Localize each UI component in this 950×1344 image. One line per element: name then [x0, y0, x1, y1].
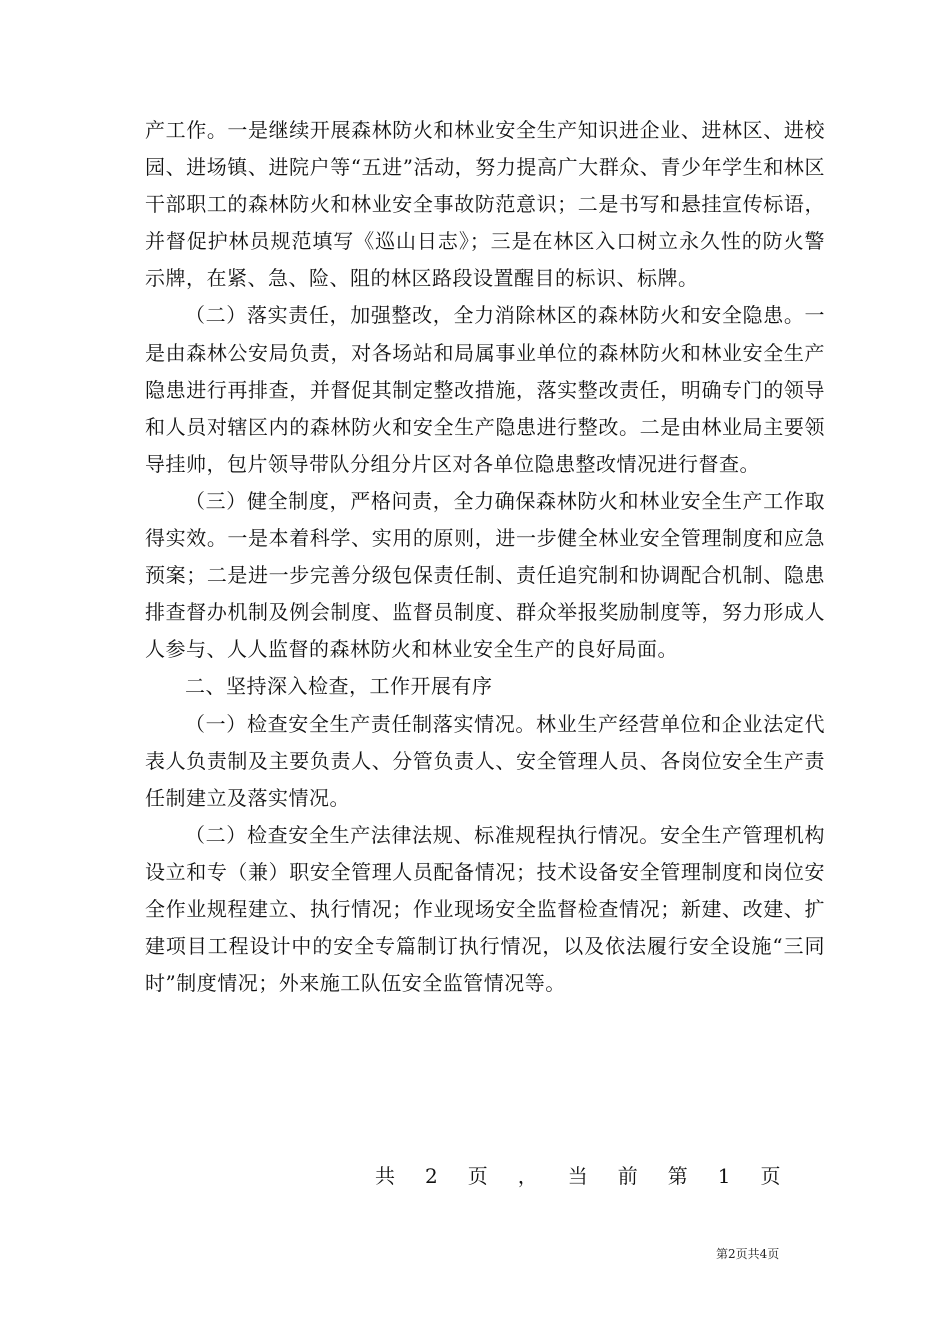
page-number: 第2页共4页	[716, 1247, 780, 1261]
paragraph-section-2: （二）落实责任，加强整改，全力消除林区的森林防火和安全隐患。一是由森林公安局负责，对各场站和局属事业单位的森林防火和林业安全生产隐患进行再排查，并督促其制定整改措施，落实整改责任，明确专门的领导和人员对辖区内的森林防火和安全生产隐患进行整改。二是由林业局主要领导挂帅，包片领导带队分组分片区对各单位隐患整改情况进行督查。	[145, 303, 825, 476]
section-heading: 二、坚持深入检查，工作开展有序	[185, 674, 493, 699]
paragraph-check-1: （一）检查安全生产责任制落实情况。林业生产经营单位和企业法定代表人负责制及主要负责人、分管负责人、安全管理人员、各岗位安全生产责任制建立及落实情况。	[145, 711, 825, 810]
paragraph-continuation: 产工作。一是继续开展森林防火和林业安全生产知识进企业、进林区、进校园、进场镇、进院户等“五进”活动，努力提高广大群众、青少年学生和林区干部职工的森林防火和林业安全事故防范意识；二是书写和悬挂宣传标语，并督促护林员规范填写《巡山日志》；三是在林区入口树立永久性的防火警示牌，在紧、急、险、阻的林区路段设置醒目的标识、标牌。	[145, 118, 825, 291]
paragraph-section-3: （三）健全制度，严格问责，全力确保森林防火和林业安全生产工作取得实效。一是本着科学、实用的原则，进一步健全林业安全管理制度和应急预案；二是进一步完善分级包保责任制、责任追究制和协调配合机制、隐患排查督办机制及例会制度、监督员制度、群众举报奖励制度等，努力形成人人参与、人人监督的森林防火和林业安全生产的良好局面。	[145, 488, 825, 662]
document-body	[145, 112, 825, 1002]
page-count-text: 共2页，当前第1页	[375, 1164, 811, 1188]
paragraph-check-2: （二）检查安全生产法律法规、标准规程执行情况。安全生产管理机构设立和专（兼）职安全管理人员配备情况；技术设备安全管理制度和岗位安全作业规程建立、执行情况；作业现场安全监督检查情况；新建、改建、扩建项目工程设计中的安全专篇制订执行情况，以及依法履行安全设施“三同时”制度情况；外来施工队伍安全监管情况等。	[145, 822, 825, 996]
